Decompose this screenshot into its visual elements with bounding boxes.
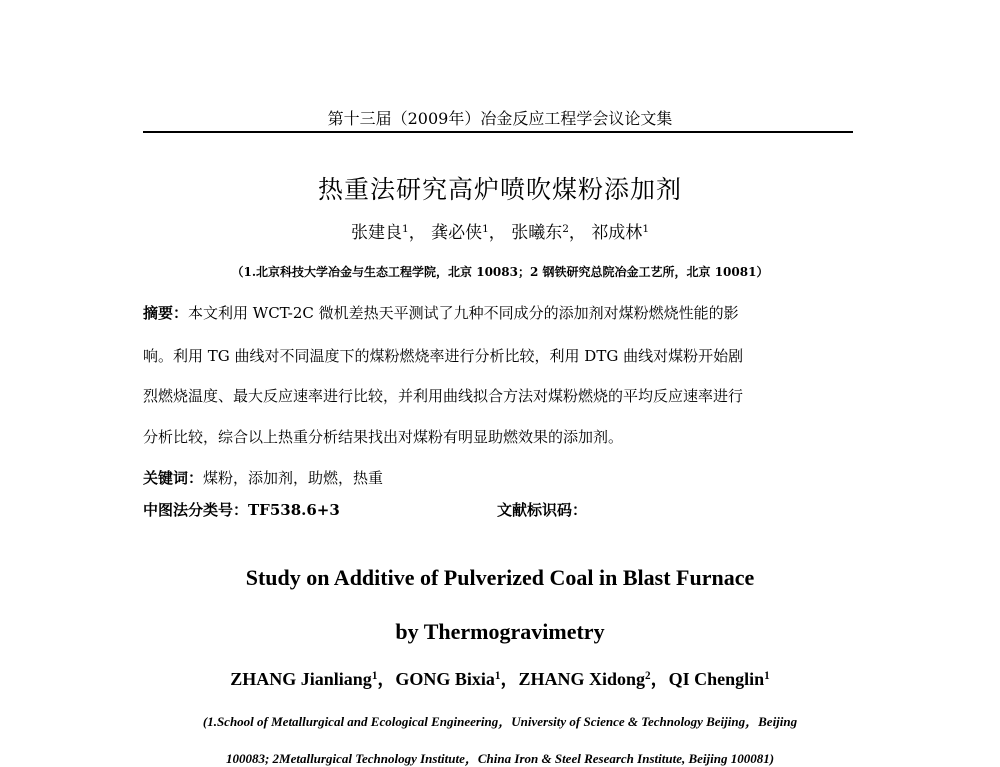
keywords-label: 关键词：: [143, 469, 204, 487]
author-name: 张建良: [350, 223, 402, 243]
english-title-line-1: Study on Additive of Pulverized Coal in Blast Furnace: [245, 565, 755, 590]
english-title-line-2: by Thermogravimetry: [395, 619, 605, 644]
author-affil-mark: 1: [401, 223, 409, 236]
abstract-line-4: 分析比较，综合以上热重分析结果找出对煤粉有明显助燃效果的添加剂。: [143, 428, 624, 446]
author-separator: ，: [650, 669, 669, 689]
abstract-line-3: 烈燃烧温度、最大反应速率进行比较，并利用曲线拟合方法对煤粉燃烧的平均反应速率进行: [143, 387, 744, 405]
author-separator: ，: [500, 669, 519, 689]
author-separator: ，: [488, 223, 506, 243]
author-affil-mark: 1: [764, 669, 770, 682]
author-affil-mark: 1: [482, 223, 489, 236]
keywords-text: 煤粉，添加剂，助燃，热重: [203, 469, 384, 487]
author-affil-mark: 1: [494, 669, 501, 682]
author-separator: ，: [408, 223, 432, 243]
chinese-authors: [0, 218, 1000, 243]
english-affiliation-line-2: 100083; 2Metallurgical Technology Institute，China Iron & Steel Research Institute, Beijing 100081): [225, 751, 775, 766]
author-name: GONG Bixia: [395, 669, 495, 689]
classification-value: TF538.6+3: [248, 501, 340, 519]
author-affil-mark: 1: [371, 669, 378, 682]
running-header: 第十三届（2009年）冶金反应工程学会议论文集: [327, 109, 673, 128]
abstract-line-1: [143, 302, 739, 323]
author-separator: ，: [568, 223, 586, 243]
classification-number: [143, 499, 340, 520]
chinese-affiliation: （1.北京科技大学冶金与生态工程学院，北京 10083；2 钢铁研究总院冶金工艺所，北京 10081）: [231, 265, 769, 279]
abstract-text: 本文利用 WCT-2C 微机差热天平测试了九种不同成分的添加剂对煤粉燃烧性能的影: [188, 304, 739, 322]
author-name: QI Chenglin: [668, 669, 765, 689]
document-id-label: 文献标识码：: [497, 501, 588, 519]
author-name: 张曦东: [511, 223, 563, 243]
author-affil-mark: 2: [562, 223, 569, 236]
abstract-label: 摘要：: [143, 304, 189, 322]
author-name: ZHANG Xidong: [518, 669, 646, 689]
header-rule: [143, 131, 853, 133]
document-id: [497, 499, 587, 520]
author-affil-mark: 1: [642, 223, 650, 236]
author-separator: ，: [377, 669, 396, 689]
author-name: ZHANG Jianliang: [230, 669, 372, 689]
english-authors: [0, 665, 1000, 691]
abstract-line-2: 响。利用 TG 曲线对不同温度下的煤粉燃烧率进行分析比较，利用 DTG 曲线对煤粉开始剧: [143, 347, 744, 365]
author-name: 龚必侠: [431, 223, 483, 243]
classification-label: 中图法分类号：: [143, 501, 249, 519]
author-affil-mark: 2: [645, 669, 651, 682]
english-affiliation-line-1: (1.School of Metallurgical and Ecological Engineering，University of Science & Technology Beijing，Beijing: [202, 714, 798, 729]
author-name: 祁成林: [591, 223, 643, 243]
chinese-title: 热重法研究高炉喷吹煤粉添加剂: [317, 175, 682, 204]
keywords: [143, 467, 383, 488]
